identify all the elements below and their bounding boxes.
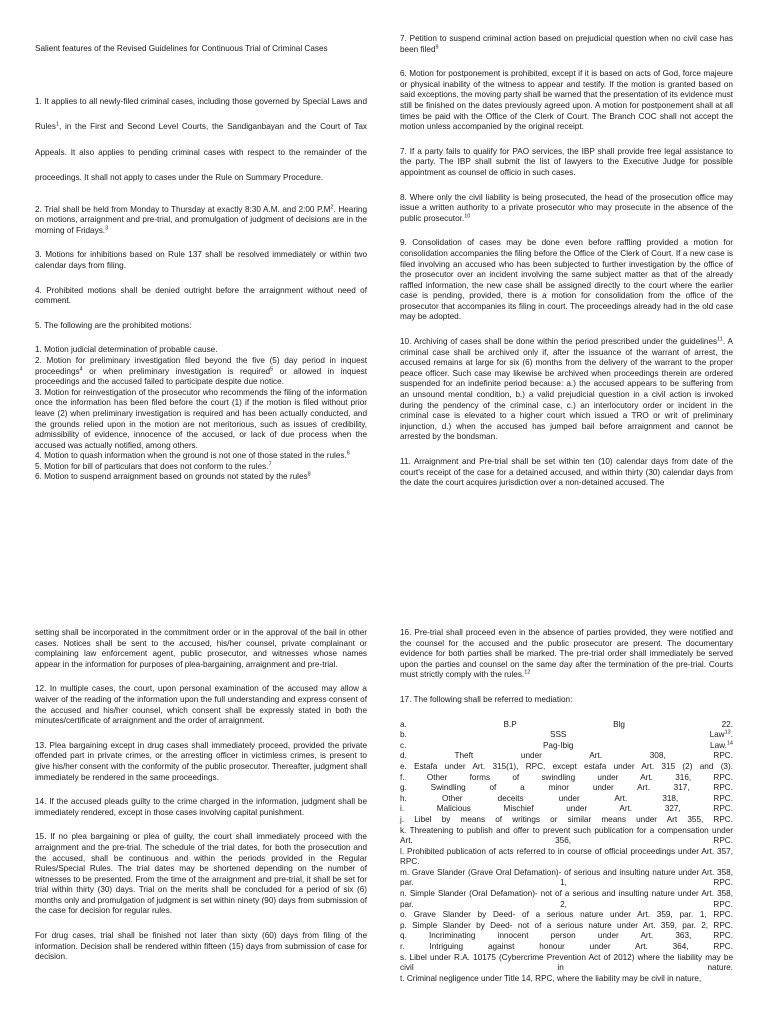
list-item: 5. Motion for bill of particulars that does not conform to the rules.$^7$: [35, 461, 272, 471]
paragraph-11-continued: setting shall be incorporated in the commitment order or in the approval of the bail in other cases. Notices shall be sent to the accused, his/her counsel, private complainant or complaining law enforcement agent, public prosecutor, and witnesses whose names appear in the information for purposes of plea-bargaining, arraignment and pre-trial.: [35, 628, 367, 669]
list-item: p. Simple Slander by Deed- not of a serious nature under Art. 359, par. 2, RPC.: [400, 920, 733, 930]
list-item: 2. Motion for preliminary investigation filed beyond the five (5) day period in inquest proceedings$^4$ or when preliminary investigation is required$^5$ or allowed in inquest proceedings and the accused failed to participate despite due notice.: [35, 355, 367, 387]
paragraph-12: 12. In multiple cases, the court, upon personal examination of the accused may allow a waiver of the reading of the information upon the full understanding and express consent of the accused and his/her counsel, which consent shall be expressly stated in both the minutes/certificate of arraignment and the order of arraignment.: [35, 684, 367, 726]
list-item: 1. Motion judicial determination of probable cause.: [35, 345, 218, 355]
paragraph-14: 14. If the accused pleads guilty to the crime charged in the information, judgment shall be immediately rendered, except in those cases involving capital punishment.: [35, 797, 367, 817]
paragraph-10: 10. Archiving of cases shall be done within the period prescribed under the guidelines$^{11}$. A criminal case shall be archived only if, after the issuance of the warrant of arrest, the accused remains at large for six (6) months from the delivery of the warrant to the proper peace officer. Such case may likewise be archived when proceedings therein are ordered suspended for an indefinite period because: a.) the accused appears to be suffering from an unsound mental condition, b.) a valid prejudicial question in a civil action is invoked during the pendency of the criminal case, c.) an interlocutory order or incident in the criminal case is elevated to a higher court which issued a TRO or writ of preliminary injunction, d.) when the accused has jumped bail before arraignment and cannot be arrested by the bondsman.: [400, 336, 734, 442]
column-bottom-left: [35, 628, 367, 1024]
list-item: s. Libel under R.A. 10175 (Cybercrime Prevention Act of 2012) where the liability may be civil in nature.: [400, 952, 733, 973]
list-item: t. Criminal negligence under Title 14, RPC, where the liability may be civil in nature,: [400, 973, 702, 983]
list-item: h. Other deceits under Art. 318, RPC.: [400, 793, 733, 803]
paragraph-7a: 7. Petition to suspend criminal action based on prejudicial question when no civil case has been filed$^9$: [400, 34, 733, 54]
list-item: i. Malicious Mischief under Art. 327, RPC.: [400, 804, 733, 814]
paragraph-2: 2. Trial shall be held from Monday to Thursday at exactly 8:30 A.M. and 2:00 $P.M^2$. Hearing on motions, arraignment and pre-trial, and promulgation of judgment of decisions are in the morning of Fridays.$^3$: [35, 203, 367, 235]
list-item: o. Grave Slander by Deed- of a serious nature under Art. 359, par. 1, RPC.: [400, 910, 733, 920]
paragraph-15-drug-cases: For drug cases, trial shall be finished not later than sixty (60) days from filing of the information. Decision shall be rendered within fifteen (15) days from submission of case for decision.: [35, 931, 367, 962]
list-item: 4. Motion to quash information when the ground is not one of those stated in the rules.$^6$: [35, 450, 350, 461]
paragraph-9: 9. Consolidation of cases may be done even before raffling provided a motion for consolidation accompanies the filing before the Office of the Clerk of Court. If a new case is filed involving an accused who has been subjected to further investigation by the office of the prosecutor over an incident involving the same subject matter as that of the already raffled information, the new case shall be assigned directly to the court where the earlier case is pending, provided, there is a motion for consolidation from the office of the prosecutor that accompanies its filing in court. The proceedings already had in the old case may be adopted.: [400, 238, 733, 322]
paragraph-16: 16. Pre-trial shall proceed even in the absence of parties provided, they were notified and the counsel for the accused and the public prosecutor are present. The documentary evidence for both parties shall be marked. The pre-trial order shall immediately be served upon the parties and counsel on the same day after the termination of the pre-trial. Courts must strictly comply with the rules.$^{12}$: [400, 628, 733, 680]
paragraph-3: 3. Motions for inhibitions based on Rule 137 shall be resolved immediately or within two calendar days from filing.: [35, 250, 367, 270]
list-item: j. Libel by means of writings or similar means under Art 355, RPC.: [400, 814, 733, 824]
prohibited-motions-list: [35, 345, 367, 483]
list-item: l. Prohibited publication of acts referred to in course of official proceedings under Art. 357, RPC.: [400, 846, 733, 867]
list-item: d. Theft under Art. 308, RPC.: [400, 751, 733, 761]
column-top-left: [35, 0, 367, 600]
list-item: k. Threatening to publish and offer to prevent such publication for a compensation under Art. 356, RPC.: [400, 825, 733, 846]
list-item: e. Estafa under Art. 315(1), RPC, except estafa under Art. 315 (2) and (3).: [400, 761, 733, 771]
list-item: c. Pag-Ibig Law.$^{14}$: [400, 740, 733, 750]
list-item: g. Swindling of a minor under Art. 317, RPC.: [400, 783, 733, 793]
list-item: a. B.P Blg 22.: [400, 719, 733, 729]
paragraph-1: 1. It applies to all newly-filed criminal cases, including those governed by Special Laws and Rules$^1$, in the First and Second Level Courts, the Sandiganbayan and the Court of Tax Appeals. It also applies to pending criminal cases with respect to the remainder of the proceedings. It shall not apply to cases under the Rule on Summary Procedure.: [35, 96, 367, 183]
paragraph-11: 11. Arraignment and Pre-trial shall be set within ten (10) calendar days from date of the court's receipt of the case for a detained accused, and within thirty (30) calendar days from the date the court acquires jurisdiction over a non-detained accused. The: [400, 457, 733, 488]
paragraph-6: 6. Motion for postponement is prohibited, except if it is based on acts of God, force majeure or physical inability of the witness to appear and testify. If the motion is granted based on said exceptions, the moving party shall be warned that the presentation of its evidence must still be finished on the dates previously agreed upon. A motion for postponement shall at all times be paid with the Office of the Clerk of Court. The Branch COC shall not accept the motion unless accompanied by the original receipt.: [400, 69, 733, 132]
document-title: Salient features of the Revised Guidelines for Continuous Trial of Criminal Cases: [35, 44, 328, 53]
list-item: n. Simple Slander (Oral Defamation)- not of a serious and insulting nature under Art. 358, par. 2, RPC.: [400, 889, 733, 909]
paragraph-7b: 7. If a party fails to qualify for PAO services, the IBP shall provide free legal assistance to the party. The IBP shall submit the list of lawyers to the Executive Judge for possible appointment as counsel de officio in such cases.: [400, 146, 733, 177]
paragraph-15: 15. If no plea bargaining or plea of guilty, the court shall immediately proceed with the arraignment and the pre-trial. The schedule of the trial dates, for both the prosecution and the accused, shall be continuous and within the periods provided in the Regular Rules/Special Rules. The trial dates may be shortened depending on the number of witnesses to be presented. From the time of the arraignment and pre-trial, it shall be set for trial within thirty (30) days. Trial on the merits shall be concluded for a period of six (6) months only and promulgation of judgment is set within ninety (90) days from submission of the case for decision for regular rules.: [35, 832, 367, 916]
list-item: 6. Motion to suspend arraignment based on grounds not stated by the rules$^8$: [35, 471, 311, 482]
mediation-list: [400, 720, 733, 985]
column-bottom-right: [400, 628, 733, 1024]
list-item: r. Intriguing against honour under Art. 364, RPC.: [400, 942, 733, 952]
list-item: b. SSS Law$^{13}$.: [400, 729, 733, 740]
paragraph-4: 4. Prohibited motions shall be denied outright before the arraignment without need of comment.: [35, 285, 367, 306]
paragraph-8: 8. Where only the civil liability is being prosecuted, the head of the prosecution office may issue a written authority to a private prosecutor who may prosecute in the absence of the public prosecutor.$^{10}$: [400, 192, 733, 223]
column-top-right: [400, 0, 733, 634]
list-item: q. Incriminating innocent person under Art. 363, RPC.: [400, 931, 733, 941]
list-item: 3. Motion for reinvestigation of the prosecutor who recommends the filing of the information once the information has been filed before the court (1) if the motion is filed without prior leave (2) when preliminary investigation is required and has been actually conducted, and the grounds relied upon in the motion are not meritorious, such as issues of credibility, admissibility of evidence, innocence of the accused, or lack of due process when the accused was actually notified, among others.: [35, 387, 367, 450]
paragraph-17: 17. The following shall be referred to mediation:: [400, 694, 573, 704]
list-item: m. Grave Slander (Grave Oral Defamation)- of serious and insulting nature under Art. 358, par. 1, RPC.: [400, 867, 733, 888]
list-item: f. Other forms of swindling under Art. 316, RPC.: [400, 772, 733, 782]
paragraph-5: 5. The following are the prohibited motions:: [35, 320, 192, 330]
paragraph-13: 13. Plea bargaining except in drug cases shall immediately proceed, provided the private offended part in private crimes, or the arresting officer in victimless crimes, is present to give his/her consent with the conformity of the public prosecutor. Thereafter, judgment shall immediately be rendered in the same proceedings.: [35, 740, 367, 782]
